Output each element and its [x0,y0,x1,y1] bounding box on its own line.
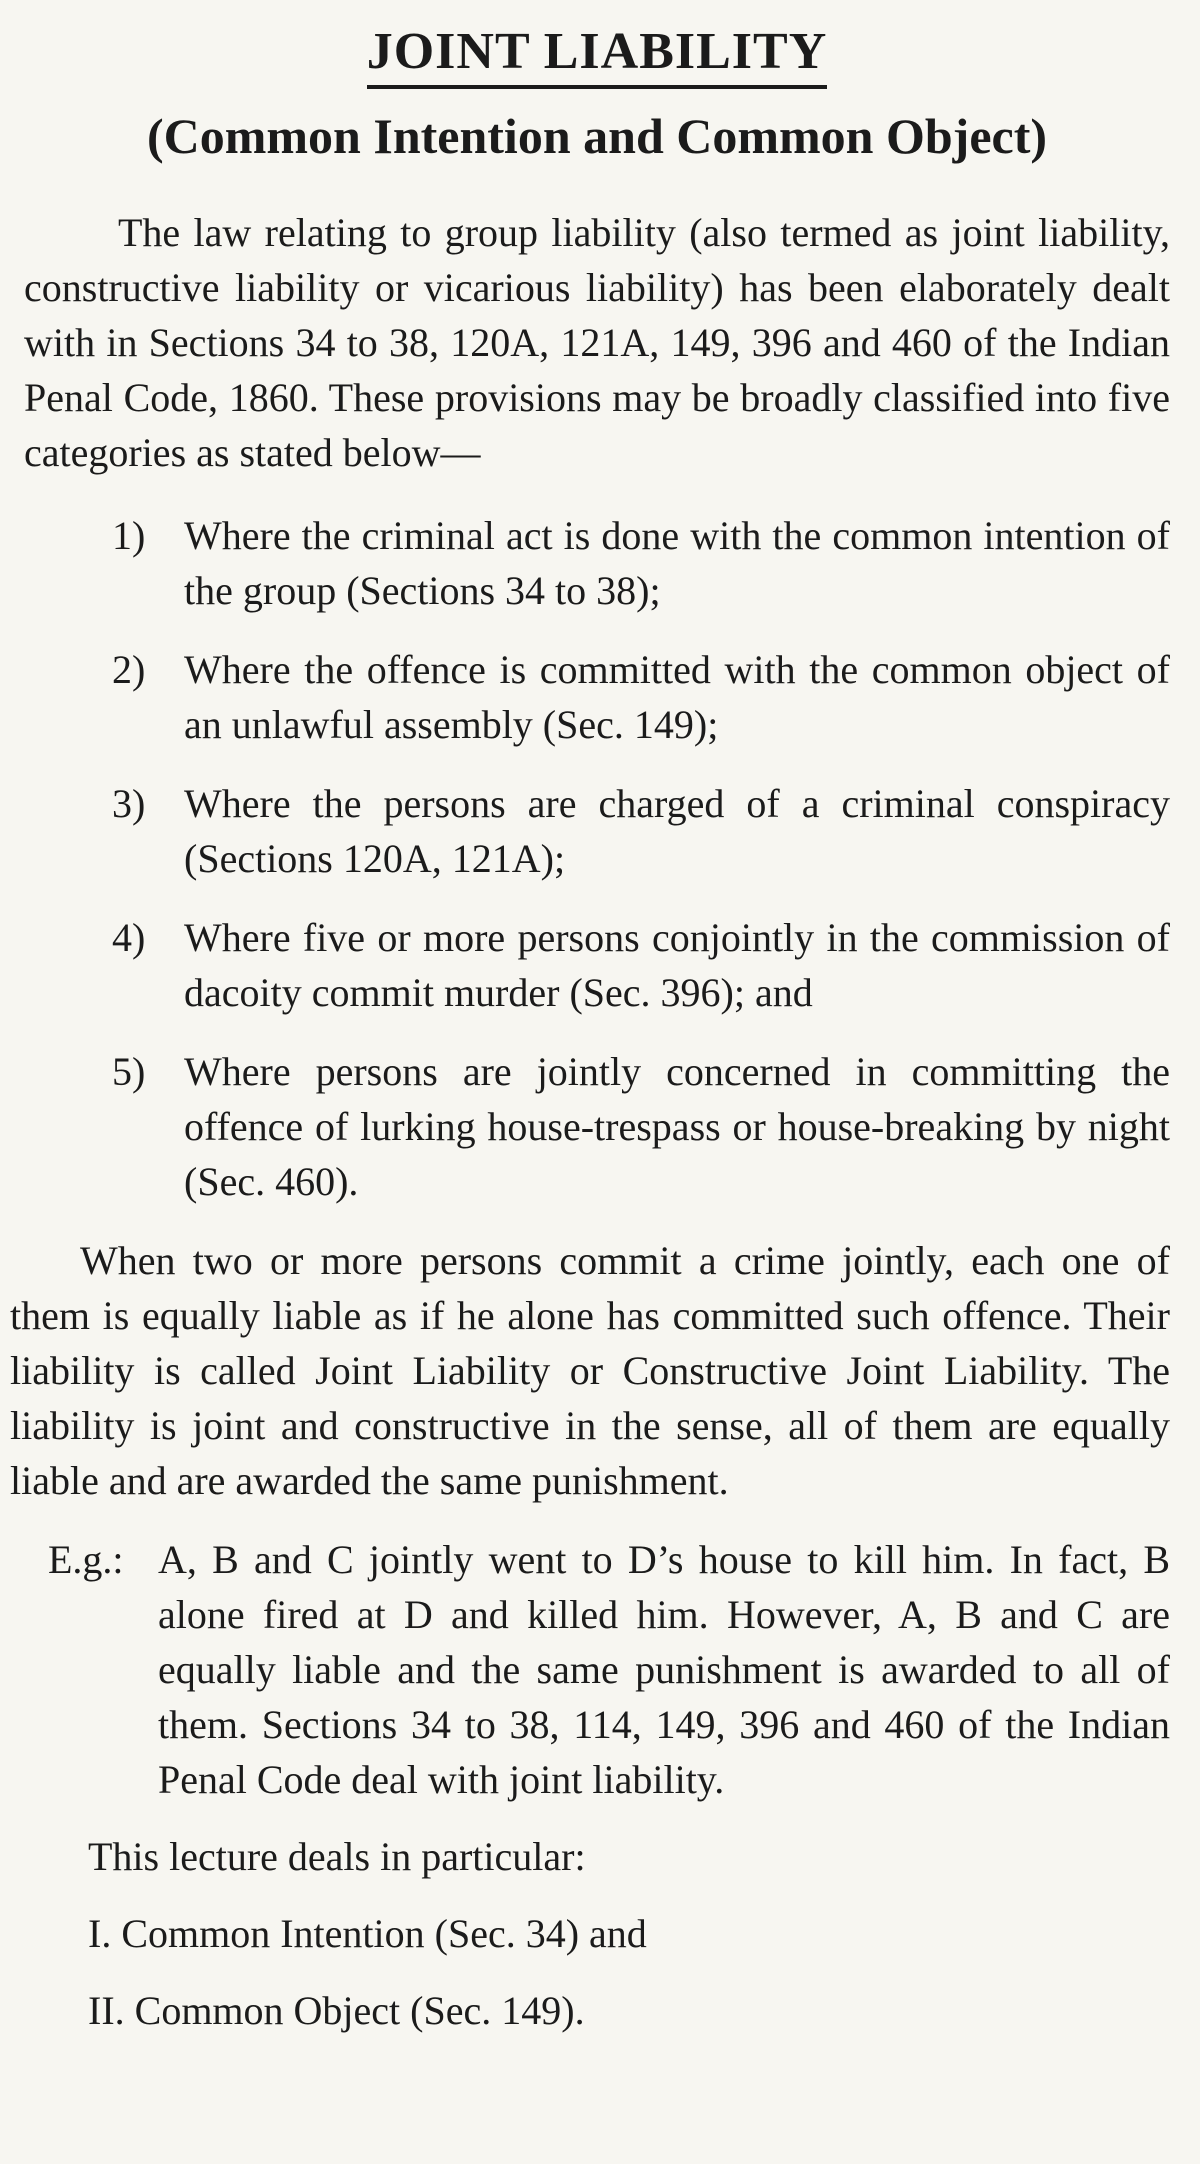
list-item [24,776,1170,886]
list-item-number: 5) [112,1049,146,1094]
page-subtitle: (Common Intention and Common Object) [147,108,1047,164]
example-label: E.g.: [48,1537,124,1582]
list-item-number: 3) [112,781,146,826]
list-item [24,642,1170,752]
lecture-item-common-object: II. Common Object (Sec. 149). [88,1988,585,2033]
example-block [24,1532,1170,1807]
list-item [24,910,1170,1020]
page-title-text: JOINT LIABILITY [367,22,828,89]
lecture-intro: This lecture deals in particular: [88,1834,586,1879]
categories-list [24,508,1170,1209]
list-item-number: 1) [112,513,146,558]
page-title [24,0,1170,89]
list-item-text: Where the criminal act is done with the common intention of the group (Sections 34 to 38); [184,513,1170,613]
example-text: A, B and C jointly went to D’s house to kill him. In fact, B alone fired at D and killed him. However, A, B and C are equally liable and the same punishment is awarded to all of them. Sections 34 to 38, 114, 149, 396 and 460 of the Indian Penal Code deal with joint liability. [158,1537,1170,1802]
intro-paragraph: The law relating to group liability (also termed as joint liability, constructive liability or vicarious liability) has been elaborately dealt with in Sections 34 to 38, 120A, 121A, 149, 396 and 460 of the Indian Penal Code, 1860. These provisions may be broadly classified into five categories as stated below— [24,210,1170,475]
list-item-number: 2) [112,647,146,692]
list-item-number: 4) [112,915,146,960]
list-item [24,1044,1170,1209]
list-item-text: Where the persons are charged of a criminal conspiracy (Sections 120A, 121A); [184,781,1170,881]
lecture-item-common-intention: I. Common Intention (Sec. 34) and [88,1911,647,1956]
list-item-text: Where persons are jointly concerned in committing the offence of lurking house-trespass or house-breaking by night (Sec. 460). [184,1049,1170,1204]
joint-liability-paragraph: When two or more persons commit a crime jointly, each one of them is equally liable as if he alone has committed such offence. Their liability is called Joint Liability or Constructive Joint Liability. The liability is joint and constructive in the sense, all of them are equally liable and are awarded the same punishment. [10,1238,1170,1503]
list-item [24,508,1170,618]
list-item-text: Where five or more persons conjointly in the commission of dacoity commit murder (Sec. 396); and [184,915,1170,1015]
list-item-text: Where the offence is committed with the common object of an unlawful assembly (Sec. 149); [184,647,1170,747]
